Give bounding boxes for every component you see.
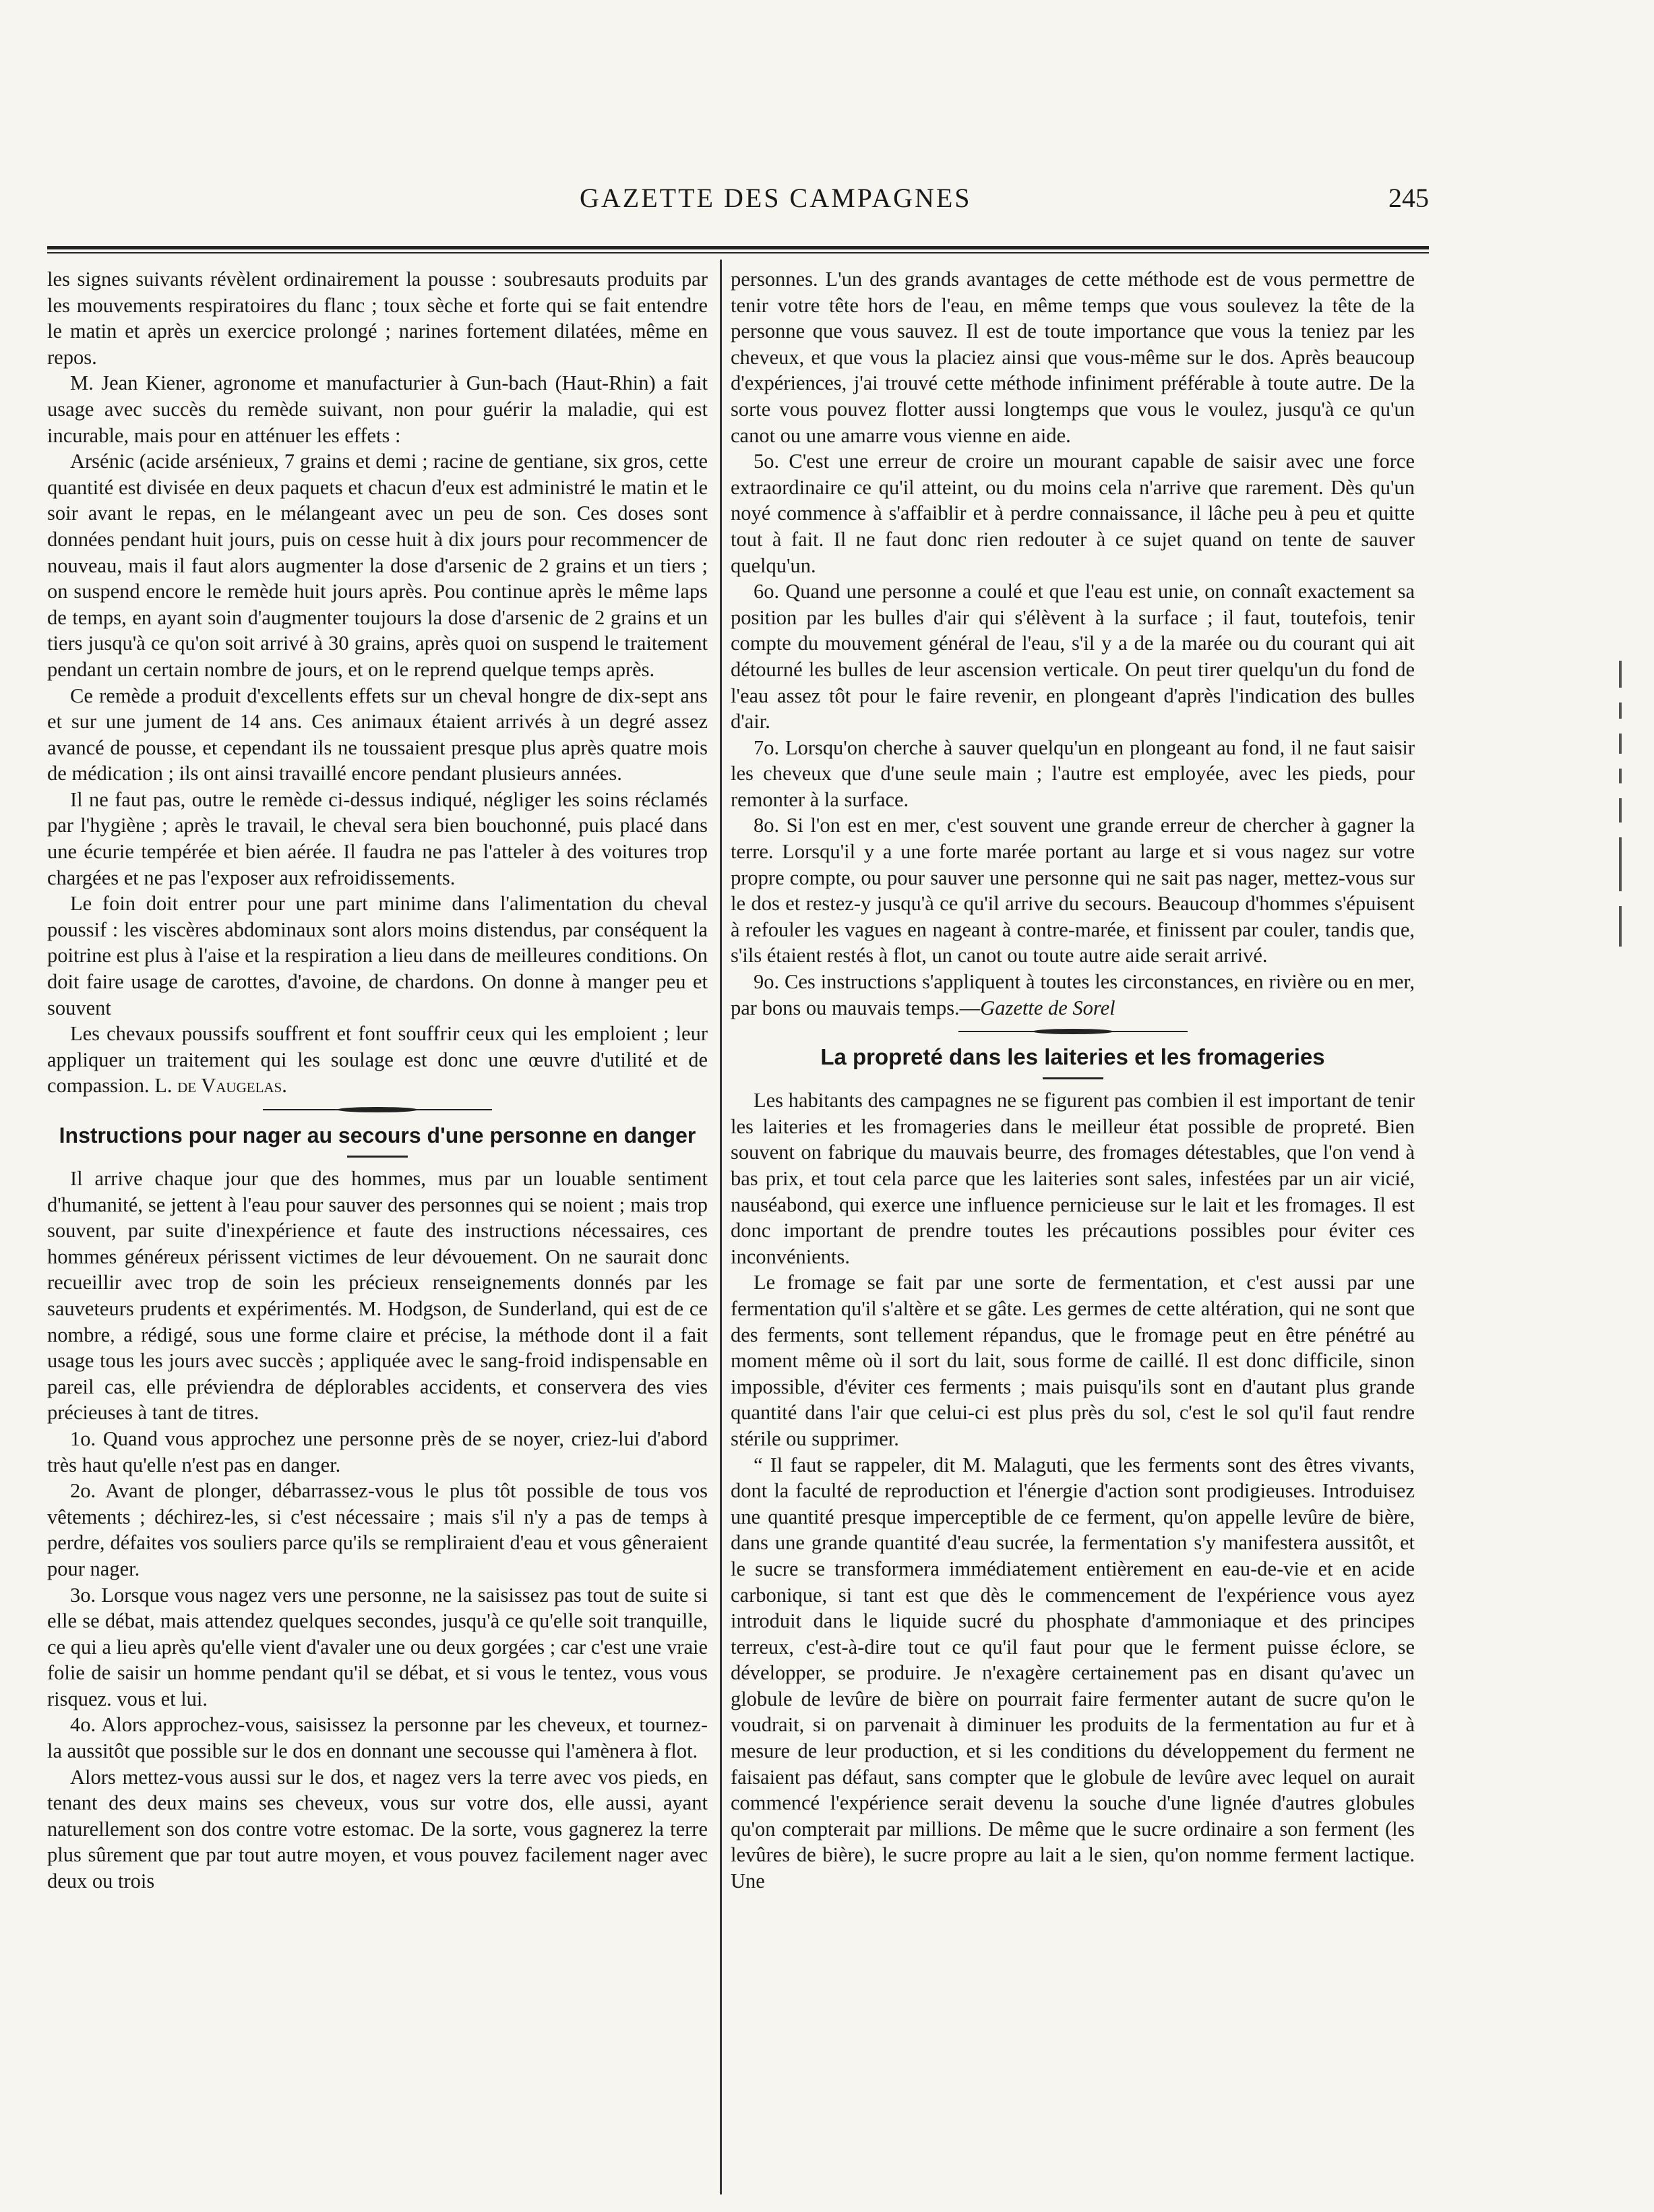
section-ornament [263,1106,492,1114]
header-rule-thin [47,252,1429,253]
paragraph: Arsénic (acide arsénieux, 7 grains et demi ; racine de gentiane, six gros, cette quantité est divisée en deux paquets et chacun d'eux est administré le matin et le soir avant le repas, en le mélangeant avec un peu de son. Ces doses sont données pendant huit jours, puis on cesse huit à dix jours pour recommencer de nouveau, mais il faut alors augmenter la dose d'arsenic de 2 grains et un tiers ; on suspend encore le remède huit jours après. Pou continue après le même laps de temps, en ayant soin d'augmenter toujours la dose d'arsenic de 2 grains et un tiers jusqu'à ce qu'on soit arrivé à 30 grains, après quoi on suspend le traitement pendant un certain nombre de jours, et on le reprend quelque temps après. [47,450,708,681]
paragraph: Les habitants des campagnes ne se figurent pas combien il est important de tenir les laiteries et les fromageries dans le meilleur état possible de propreté. Bien souvent on fabrique du mauvais beurre, des fromages détestables, que l'on vend à bas prix, et tout cela parce que les laiteries sont sales, infestées par un air vicié, nauséabond, qui exerce une influence pernicieuse sur le lait et les fromages. Il est donc important de prendre toutes les précautions possibles pour éviter ces inconvénients. [731,1089,1415,1268]
paragraph: 1o. Quand vous approchez une personne près de se noyer, criez-lui d'abord très haut qu'elle n'est pas en danger. [47,1427,708,1476]
left-column [47,266,708,1894]
paragraph-text: 9o. Ces instructions s'appliquent à toutes les circonstances, en rivière ou en mer, par bons ou mauvais temps.— [731,970,1415,1019]
paragraph: Ce remède a produit d'excellents effets sur un cheval hongre de dix-sept ans et sur une jument de 14 ans. Ces animaux étaient arrivés à un degré assez avancé de pousse, et cependant ils ne toussaient presque plus après quatre mois de médication ; ils ont ainsi travaillé encore pendant plusieurs années. [47,684,708,785]
paragraph: 8o. Si l'on est en mer, c'est souvent une grande erreur de chercher à gagner la terre. Lorsqu'il y a une forte marée portant au large et si vous nagez sur votre propre compte, ou pour sauver une personne qui ne sait pas nager, mettez-vous sur le dos et restez-y jusqu'à ce qu'il arrive du secours. Beaucoup d'hommes s'épuisent à refouler les vagues en nageant à contre-marée, et finissent par couler, tandis que, s'ils étaient restés à flot, un canot ou toute autre aide serait arrivé. [731,814,1415,967]
right-column [731,266,1415,1894]
page-header [47,182,1429,222]
paragraph: Le foin doit entrer pour une part minime dans l'alimentation du cheval poussif : les viscères abdominaux sont alors moins distendus, par conséquent la poitrine est plus à l'aise et la respiration a lieu dans de meilleures conditions. On doit faire usage de carottes, d'avoine, de chardons. On donne à manger peu et souvent [47,892,708,1019]
paragraph: 2o. Avant de plonger, débarrassez-vous le plus tôt possible de tous vos vêtements ; déchirez-les, si c'est nécessaire ; mais s'il n'y a pas de temps à perdre, défaites vos souliers parce qu'ils se rempliraient d'eau et vous gêneraient pour nager. [47,1479,708,1580]
source-credit: Gazette de Sorel [980,996,1115,1019]
paragraph: 7o. Lorsqu'on cherche à sauver quelqu'un en plongeant au fond, il ne faut saisir les cheveux que d'une seule main ; l'autre est employée, avec les pieds, pour remonter à la surface. [731,736,1415,811]
heading-rule [347,1156,408,1158]
paragraph: 5o. C'est une erreur de croire un mourant capable de saisir avec une force extraordinaire ce qu'il atteint, ou du moins cela n'arrive que rarement. Dès qu'un noyé commence à s'affaiblir et à perdre connaissance, il lâche peu à peu et quitte tout à fait. Il ne faut donc rien redouter à ce sujet quand on tente de sauver quelqu'un. [731,450,1415,577]
header-rule [47,246,1429,249]
page-number: 245 [1388,183,1429,213]
paragraph: 3o. Lorsque vous nagez vers une personne, ne la saisissez pas tout de suite si elle se débat, mais attendez quelques secondes, jusqu'à ce qu'elle soit tranquille, ce qui a lieu après qu'elle vient d'avaler une ou deux gorgées ; car c'est une vraie folie de saisir un homme pendant qu'il se débat, et si vous le tentez, vous vous risquez. vous et lui. [47,1583,708,1710]
paragraph: Il arrive chaque jour que des hommes, mus par un louable sentiment d'humanité, se jettent à l'eau pour sauver des personnes qui se noient ; mais trop souvent, par suite d'inexpérience et faute des instructions nécessaires, ces hommes généreux périssent victimes de leur dévouement. On ne saurait donc recueillir avec trop de soin les précieux renseignements donnés par les sauveteurs prudents et expérimentés. M. Hodgson, de Sunderland, qui est de ce nombre, a rédigé, sous une forme claire et précise, la méthode dont il a fait usage tous les jours avec succès ; appliquée avec le sang-froid indispensable en pareil cas, elle préviendra de déplorables accidents, et conservera des vies précieuses à tant de titres. [47,1167,708,1425]
paragraph: les signes suivants révèlent ordinairement la pousse : soubresauts produits par les mouvements respiratoires du flanc ; toux sèche et forte qui se fait entendre le matin et après un exercice prolongé ; narines fortement dilatées, même en repos. [47,268,708,369]
column-divider [720,260,722,2194]
margin-bleed-marks [1600,661,1641,1335]
article-heading: La propreté dans les laiteries et les fromageries [820,1044,1325,1070]
paragraph: “ Il faut se rappeler, dit M. Malaguti, que les ferments sont des êtres vivants, dont la faculté de reproduction et l'énergie d'action sont prodigieuses. Introduisez une quantité presque imperceptible de ce ferment, qu'on appelle levûre de bière, dans une grande quantité d'eau sucrée, la fermentation s'y manifestera aussitôt, et le sucre se transformera immédiatement entièrement en eau-de-vie et en acide carbonique, si tant est que dès le commencement de l'expérience vous ayez introduit dans le liquide sucré du phosphate d'ammoniaque et des principes terreux, c'est-à-dire tout ce qu'il faut pour que le ferment puisse éclore, se développer, se produire. Je n'exagère certainement pas en disant qu'avec un globule de levûre de bière on pourrait faire fermenter autant de sucre qu'on le voudrait, si on parvenait à diminuer les produits de la fermentation au fur et à mesure de leur production, et si les conditions du développement du ferment ne faisaient pas défaut, sans compter que le globule de levûre avec lequel on aurait commencé l'expérience serait devenu la souche d'une lignée d'autres globules qu'on compterait par millions. De même que le sucre ordinaire a son ferment (les levûres de bière), le sucre propre au lait a le sien, qu'on nomme ferment lactique. Une [731,1453,1415,1893]
section-ornament [958,1027,1188,1036]
paragraph: personnes. L'un des grands avantages de cette méthode est de vous permettre de tenir votre tête hors de l'eau, en même temps que vous soulevez la tête de la personne que vous sauvez. Il est de toute importance que vous la teniez par les cheveux, et que vous la placiez ainsi que vous-même sur le dos. Après beaucoup d'expériences, j'ai trouvé cette méthode infiniment préférable à toute autre. De la sorte vous pouvez flotter aussi longtemps que vous le voulez, jusqu'à ce qu'un canot ou une amarre vous vienne en aide. [731,268,1415,447]
paragraph: Alors mettez-vous aussi sur le dos, et nagez vers la terre avec vos pieds, en tenant des deux mains ses cheveux, vous sur votre dos, elle aussi, ayant naturellement son dos contre votre estomac. De la sorte, vous gagnerez la terre plus sûrement que par tout autre moyen, et vous pouvez facilement nager avec deux ou trois [47,1765,708,1893]
paragraph: Il ne faut pas, outre le remède ci-dessus indiqué, négliger les soins réclamés par l'hygiène ; après le travail, le cheval sera bien bouchonné, puis placé dans une écurie tempérée et bien aérée. Il faudra ne pas l'atteler à des voitures trop chargées et ne pas l'exposer aux refroidissements. [47,787,708,889]
paragraph-text: Les chevaux poussifs souffrent et font souffrir ceux qui les emploient ; leur appliquer un traitement qui les soulage est donc une œuvre d'utilité et de compassion. [47,1022,708,1098]
heading-rule [1043,1077,1103,1079]
paragraph: 4o. Alors approchez-vous, saisissez la personne par les cheveux, et tournez-la aussitôt que possible sur le dos en donnant une secousse qui l'amènera à flot. [47,1713,708,1763]
paragraph [47,1021,708,1099]
author-signature: L. de Vaugelas. [154,1074,287,1098]
masthead-title: GAZETTE DES CAMPAGNES [580,183,972,213]
paragraph: 6o. Quand une personne a coulé et que l'eau est unie, on connaît exactement sa position par les bulles d'air qui s'élèvent à la surface ; il faut, toutefois, tenir compte du mouvement général de l'eau, s'il y a de la marée ou du courant qui ait détourné les bulles de leur ascension verticale. On peut tirer quelqu'un du fond de l'eau assez tôt pour le faire revenir, en plongeant d'après l'indication des bulles d'air. [731,580,1415,734]
paragraph: Le fromage se fait par une sorte de fermentation, et c'est aussi par une fermentation qu'il s'altère et se gâte. Les germes de cette altération, qui ne sont que des ferments, sont tellement répandus, que le fromage peut en être pénétré au moment même où il sort du lait, sous forme de caillé. Il est donc difficile, sinon impossible, d'éviter ces ferments ; mais puisqu'ils sont en d'autant plus grande quantité dans l'air que celui-ci est plus près du sol, c'est le sol qu'il faut rendre stérile ou supprimer. [731,1271,1415,1450]
article-heading: Instructions pour nager au secours d'une personne en danger [59,1123,696,1147]
paragraph [731,969,1415,1021]
paragraph: M. Jean Kiener, agronome et manufacturier à Gun-bach (Haut-Rhin) a fait usage avec succès du remède suivant, non pour guérir la maladie, qui est incurable, mais pour en atténuer les effets : [47,371,708,447]
